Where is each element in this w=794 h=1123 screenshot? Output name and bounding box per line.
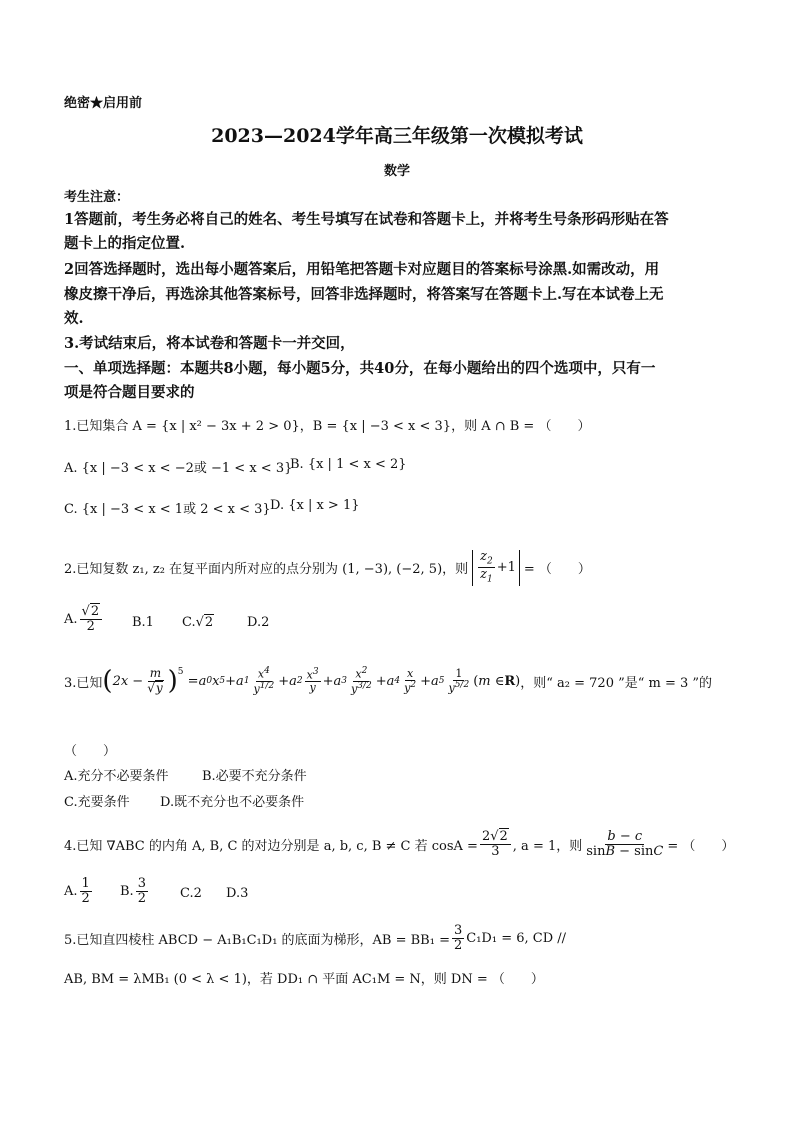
question-4-option-a xyxy=(64,877,94,907)
subject-label: 数学 xyxy=(383,164,410,179)
question-3-stem-end: ，则“ a₂ = 720 ”是“ m = 3 ”的 xyxy=(520,675,713,691)
exam-title: 2023—2024学年高三年级第一次模拟考试 xyxy=(211,125,583,147)
question-4-stem-text: 4.已知 ∇ABC 的内角 A, B, C 的对边分别是 a, b, c, B ≠ C 若 cosA = xyxy=(64,839,478,855)
cos-a-fraction: $\frac{2√2}{3}$ xyxy=(480,830,511,860)
question-4-stem-mid: , a = 1，则 xyxy=(512,839,583,855)
question-1-option-a: A. {x | −3 < x < −2或 −1 < x < 3} xyxy=(64,461,293,476)
question-3-stem xyxy=(64,666,712,696)
binomial-expansion: ( 2x − $\frac{m}{√y}$ ) 5 = a 0 x 5 + a 1 $\frac{x^4}{y^{1/2}}$ + a 2 $\frac{x^3}{y}$ + a 3 $\frac{x^2}{y^{3/2}}$ + a 4 $\frac{x}{y^2}$ + a 5 $\frac{1}{y^{5/2}}$ ( m ∈ R ) xyxy=(102,665,521,696)
question-4-option-b-label: B. xyxy=(120,884,134,900)
question-3-option-a: A.充分不必要条件 xyxy=(64,769,169,784)
question-2-option-b: B.1 xyxy=(132,615,154,630)
question-1-option-b: B. {x | 1 < x < 2} xyxy=(290,457,407,472)
question-3-answer-paren: （ ） xyxy=(64,744,117,759)
question-2-stem-text: 2.已知复数 z₁, z₂ 在复平面内所对应的点分别为 (1, −3), (−2, 5)，则 xyxy=(64,562,469,578)
notice-item-1-line-1: 1答题前，考生务必将自己的姓名、考生号填写在试卷和答题卡上，并将考生号条形码形贴在答 xyxy=(64,211,669,228)
question-4-stem-end: = （ ） xyxy=(667,839,735,855)
question-5-line-1-end: C₁D₁ = 6, CD // xyxy=(466,931,567,947)
three-halves-coefficient: $\frac{3}{2}$ xyxy=(453,923,463,954)
z2-over-z1-fraction: $\frac{z_2}{z_1}$ xyxy=(480,549,493,586)
section-1-heading-line-2: 项是符合题目要求的 xyxy=(64,384,195,401)
confidential-label: 绝密★启用前 xyxy=(64,96,143,111)
sine-ratio-fraction: $\frac{b - c}{\sin B - \sin C}$ xyxy=(586,829,664,860)
notice-item-3: 3.考试结束后，将本试卷和答题卡一并交回， xyxy=(64,335,355,352)
modulus-expression: $\frac{z_2}{z_1}$ +1 xyxy=(472,550,520,586)
question-2-option-c xyxy=(182,615,214,630)
question-5-line-1 xyxy=(64,924,566,954)
question-1-option-d: D. {x | x > 1} xyxy=(270,498,360,513)
question-4-option-a-label: A. xyxy=(64,884,78,900)
question-1-stem: 1.已知集合 A = {x | x² − 3x + 2 > 0}，B = {x | −3 < x < 3}，则 A ∩ B = （ ） xyxy=(64,419,591,434)
question-5-line-2: AB, BM = λMB₁ (0 < λ < 1)，若 DD₁ ∩ 平面 AC₁M = N，则 DN = （ ） xyxy=(64,972,544,987)
question-3-option-b: B.必要不充分条件 xyxy=(202,769,307,784)
notice-item-2-line-3: 效. xyxy=(64,310,84,327)
question-4-option-d: D.3 xyxy=(226,886,249,901)
notice-item-1-line-2: 题卡上的指定位置. xyxy=(64,235,186,252)
question-2-option-a-label: A. xyxy=(64,612,78,628)
question-2-option-a xyxy=(64,605,104,635)
sqrt2-expression: √2 xyxy=(195,615,214,630)
three-halves-fraction: $\frac{3}{2}$ xyxy=(137,876,146,907)
question-3-option-d: D.既不充分也不必要条件 xyxy=(160,795,305,810)
question-4-option-c: C.2 xyxy=(180,886,202,901)
question-1-option-c: C. {x | −3 < x < 1或 2 < x < 3} xyxy=(64,502,271,517)
notice-item-2-line-1: 2回答选择题时，选出每小题答案后，用铅笔把答题卡对应题目的答案标号涂黑.如需改动，用 xyxy=(64,261,660,278)
sqrt2-over-2-fraction: $\frac{√2}{2}$ xyxy=(80,605,103,635)
question-3-stem-text: 3.已知 xyxy=(64,675,103,691)
question-4-option-b xyxy=(120,877,150,907)
question-2-option-d: D.2 xyxy=(247,615,270,630)
question-4-stem xyxy=(64,830,734,860)
notice-item-2-line-2: 橡皮擦干净后，再选涂其他答案标号，回答非选择题时，将答案写在答题卡上.写在本试卷上无 xyxy=(64,286,664,303)
question-2-option-c-label: C. xyxy=(182,615,196,630)
question-5-line-1-text: 5.已知直四棱柱 ABCD − A₁B₁C₁D₁ 的底面为梯形，AB = BB₁ = xyxy=(64,933,450,949)
question-2-stem-end: = （ ） xyxy=(523,562,591,578)
question-2-stem xyxy=(64,550,591,586)
question-3-option-c: C.充要条件 xyxy=(64,795,130,810)
notice-heading: 考生注意： xyxy=(64,190,130,205)
section-1-heading-line-1: 一、单项选择题：本题共8小题，每小题5分，共40分，在每小题给出的四个选项中，只有一 xyxy=(64,360,656,377)
one-half-fraction: $\frac{1}{2}$ xyxy=(81,876,90,907)
